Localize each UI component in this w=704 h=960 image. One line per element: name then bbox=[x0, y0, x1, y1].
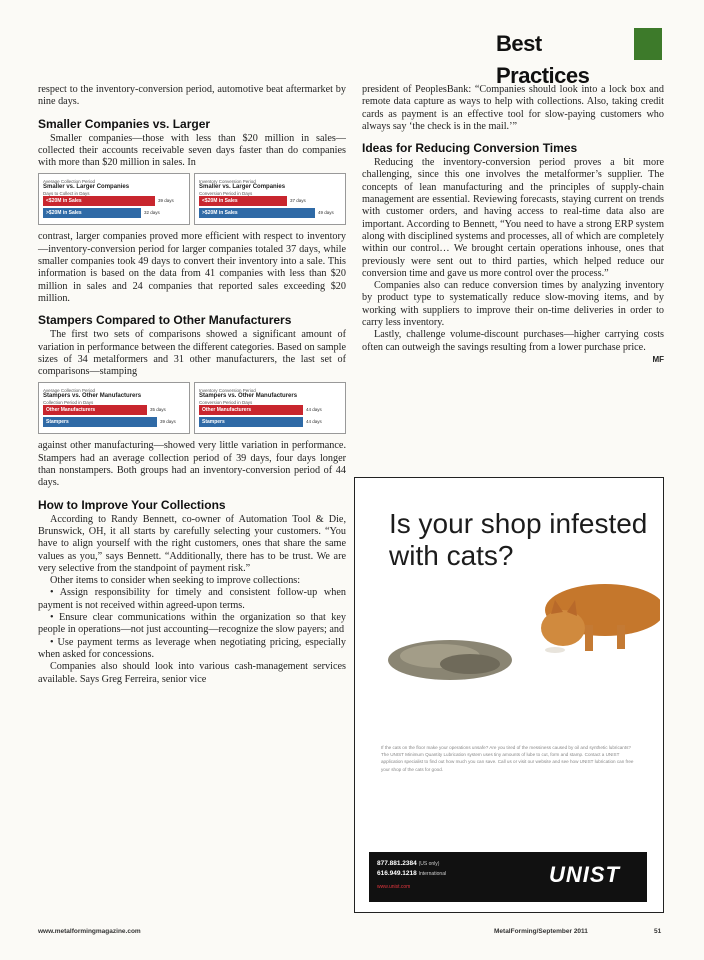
paragraph: president of PeoplesBank: “Companies should look into a lock box and remote data capture as ways to help with collections. Also, taking credit cards as payment is an effective tool for slow-paying customers who always say ‘the check is in the mail.’” bbox=[362, 84, 664, 132]
paragraph: against other manufacturing—showed very little variation in performance. Stampers had an average collection period of 39 days, four days longer than nonstampers. Both groups had an inventory-conversion period of 44 days. bbox=[38, 440, 346, 489]
chart-collection-stampers bbox=[38, 382, 190, 434]
chart-value-label: 35 days bbox=[150, 407, 166, 413]
section-header bbox=[496, 28, 666, 88]
left-column bbox=[38, 84, 346, 686]
cat-photo bbox=[355, 570, 660, 750]
chart-title: Smaller vs. Larger Companies bbox=[199, 184, 286, 191]
ad-website-link[interactable]: www.unist.com bbox=[377, 884, 411, 890]
ad-headline-line1: Is your shop infested bbox=[389, 508, 648, 539]
chart-title: Stampers vs. Other Manufacturers bbox=[43, 393, 142, 400]
chart-value-label: 32 days bbox=[144, 210, 160, 216]
unist-logo: UNIST bbox=[549, 862, 620, 887]
chart-inventory-stampers bbox=[194, 382, 346, 434]
heading-smaller-vs-larger: Smaller Companies vs. Larger bbox=[38, 116, 211, 131]
heading-improve-collections: How to Improve Your Collections bbox=[38, 497, 226, 512]
paragraph: Other items to consider when seeking to improve collections: bbox=[50, 575, 301, 587]
chart-bar: >$20M in Sales bbox=[43, 208, 141, 218]
chart-value-label: 37 days bbox=[290, 198, 306, 204]
chart-title: Stampers vs. Other Manufacturers bbox=[199, 393, 298, 400]
chart-bar: Stampers bbox=[199, 417, 303, 427]
bullet-item: • Use payment terms as leverage when negotiating pricing, especially when asked for concessions. bbox=[38, 636, 346, 660]
chart-bar: <$20M in Sales bbox=[199, 196, 287, 206]
heading-stampers: Stampers Compared to Other Manufacturers bbox=[38, 313, 292, 328]
advertisement[interactable] bbox=[354, 477, 664, 913]
paragraph: According to Randy Bennett, co-owner of Automation Tool & Die, Brunswick, OH, it all starts by carefully selecting your customers. “You have to align yourself with the right customers, ones that share the same values as you,” says Bennett. “Additionally, there has to be trust. We are very selective from the standpoint of payment risk.” bbox=[38, 513, 346, 574]
chart-value-label: 49 days bbox=[318, 210, 334, 216]
ad-footer bbox=[369, 852, 647, 902]
chart-caption: Average Collection Period bbox=[43, 179, 95, 185]
paragraph: Companies also should look into various cash-management services available. Says Greg Ferreira, senior vice bbox=[38, 661, 346, 685]
chart-value-label: 39 days bbox=[160, 419, 176, 425]
chart-subtitle: Conversion Period in Days bbox=[199, 400, 253, 406]
chart-bar: Other Manufacturers bbox=[199, 405, 303, 415]
chart-subtitle: Days to Collect in Days bbox=[43, 191, 90, 197]
chart-bar: Stampers bbox=[43, 417, 157, 427]
bullet-item: • Ensure clear communications within the organization so that key people in operations—not just accounting—recognize the slow payers; and bbox=[38, 612, 346, 636]
section-color-block bbox=[634, 28, 662, 60]
chart-row-size bbox=[38, 173, 346, 225]
paragraph-text: Lastly, challenge volume-discount purchases—higher carrying costs often can outweigh the savings resulting from a lower purchase price. bbox=[362, 329, 664, 353]
chart-caption: Inventory Conversion Period bbox=[199, 179, 256, 185]
right-column bbox=[362, 84, 664, 366]
chart-subtitle: Conversion Period in Days bbox=[199, 191, 253, 197]
footer-website: www.metalformingmagazine.com bbox=[38, 928, 141, 935]
heading-reducing-conversion: Ideas for Reducing Conversion Times bbox=[362, 141, 578, 156]
chart-bar: <$20M in Sales bbox=[43, 196, 155, 206]
paragraph: Companies also can reduce conversion times by analyzing inventory by product type to systematically reduce slow-moving items, and by working with suppliers to improve their on-time deliveries in order to carry less inventory. bbox=[362, 280, 664, 329]
paragraph: contrast, larger companies proved more efficient with respect to inventory—inventory-conversion period for larger companies totaled 37 days, while smaller companies took 49 days to convert their inventory into a sale. This information is based on the data from 41 companies with less than $20 million in sales and 24 companies that reported sales exceeding $20 million. bbox=[38, 231, 346, 304]
chart-row-stampers bbox=[38, 382, 346, 434]
chart-value-label: 44 days bbox=[306, 419, 322, 425]
chart-collection-size bbox=[38, 173, 190, 225]
paragraph: The first two sets of comparisons showed a significant amount of variation in performance between the different categories. Based on sample sizes of 34 metalformers and 31 other manufacturers, the last set of comparisons—stamping bbox=[38, 329, 346, 378]
page-number: 51 bbox=[654, 928, 662, 935]
end-mark: MF bbox=[652, 354, 664, 364]
chart-bar: >$20M in Sales bbox=[199, 208, 315, 218]
chart-bar: Other Manufacturers bbox=[43, 405, 147, 415]
chart-subtitle: Collection Period in Days bbox=[43, 400, 94, 406]
bullet-item: • Assign responsibility for timely and consistent follow-up when payment is not received within agreed-upon terms. bbox=[38, 587, 346, 611]
ad-phone-intl: 616.949.1218 International bbox=[377, 870, 447, 877]
chart-value-label: 44 days bbox=[306, 407, 322, 413]
chart-value-label: 39 days bbox=[158, 198, 174, 204]
ad-body-text: If the cats on the floor make your operations unsafe? Are you tired of the messiness caused by oil and synthetic lubricants? The UNIST Minimum Quantity Lubrication system uses tiny amounts of lube to cut, form and stamp. Contact a UNIST application specialist to find out how much you can save. Call us or visit our website and see how UNIST lubrication can free your shop of the cats for good. bbox=[381, 745, 634, 772]
ad-headline bbox=[389, 508, 647, 572]
ad-headline-line2: with cats? bbox=[389, 540, 514, 571]
chart-caption: Inventory Conversion Period bbox=[199, 388, 256, 394]
section-title: Best Practices bbox=[496, 31, 590, 88]
paragraph: Reducing the inventory-conversion period proves a bit more challenging, since this one involves the metalformer’s supplier. The concepts of lean manufacturing and the principles of supply-chain management are essential. Reviewing forecasts, staying current on trends with customer orders, and having access to real-time data also are important. According to Bennett, “You need to have a strong ERP system along with disciplined systems and processes, all of which are completely within our control… We brought certain operations inhouse, ones that previously were sent out to third parties, which helped reduce our conversion time and gave us more control over the process.” bbox=[362, 157, 664, 279]
chart-title: Smaller vs. Larger Companies bbox=[43, 184, 130, 191]
chart-inventory-size bbox=[194, 173, 346, 225]
paragraph bbox=[362, 329, 664, 364]
ad-phone-us: 877.881.2384 (US only) bbox=[377, 860, 440, 867]
paragraph: respect to the inventory-conversion period, automotive beat aftermarket by nine days. bbox=[38, 84, 346, 108]
paragraph: Smaller companies—those with less than $20 million in sales—collected their accounts receivable seven days faster than do companies with more than $20 million in sales. In bbox=[38, 132, 346, 169]
chart-caption: Average Collection Period bbox=[43, 388, 95, 394]
cat-head bbox=[541, 610, 585, 646]
footer-issue: MetalForming/September 2011 bbox=[494, 928, 588, 935]
